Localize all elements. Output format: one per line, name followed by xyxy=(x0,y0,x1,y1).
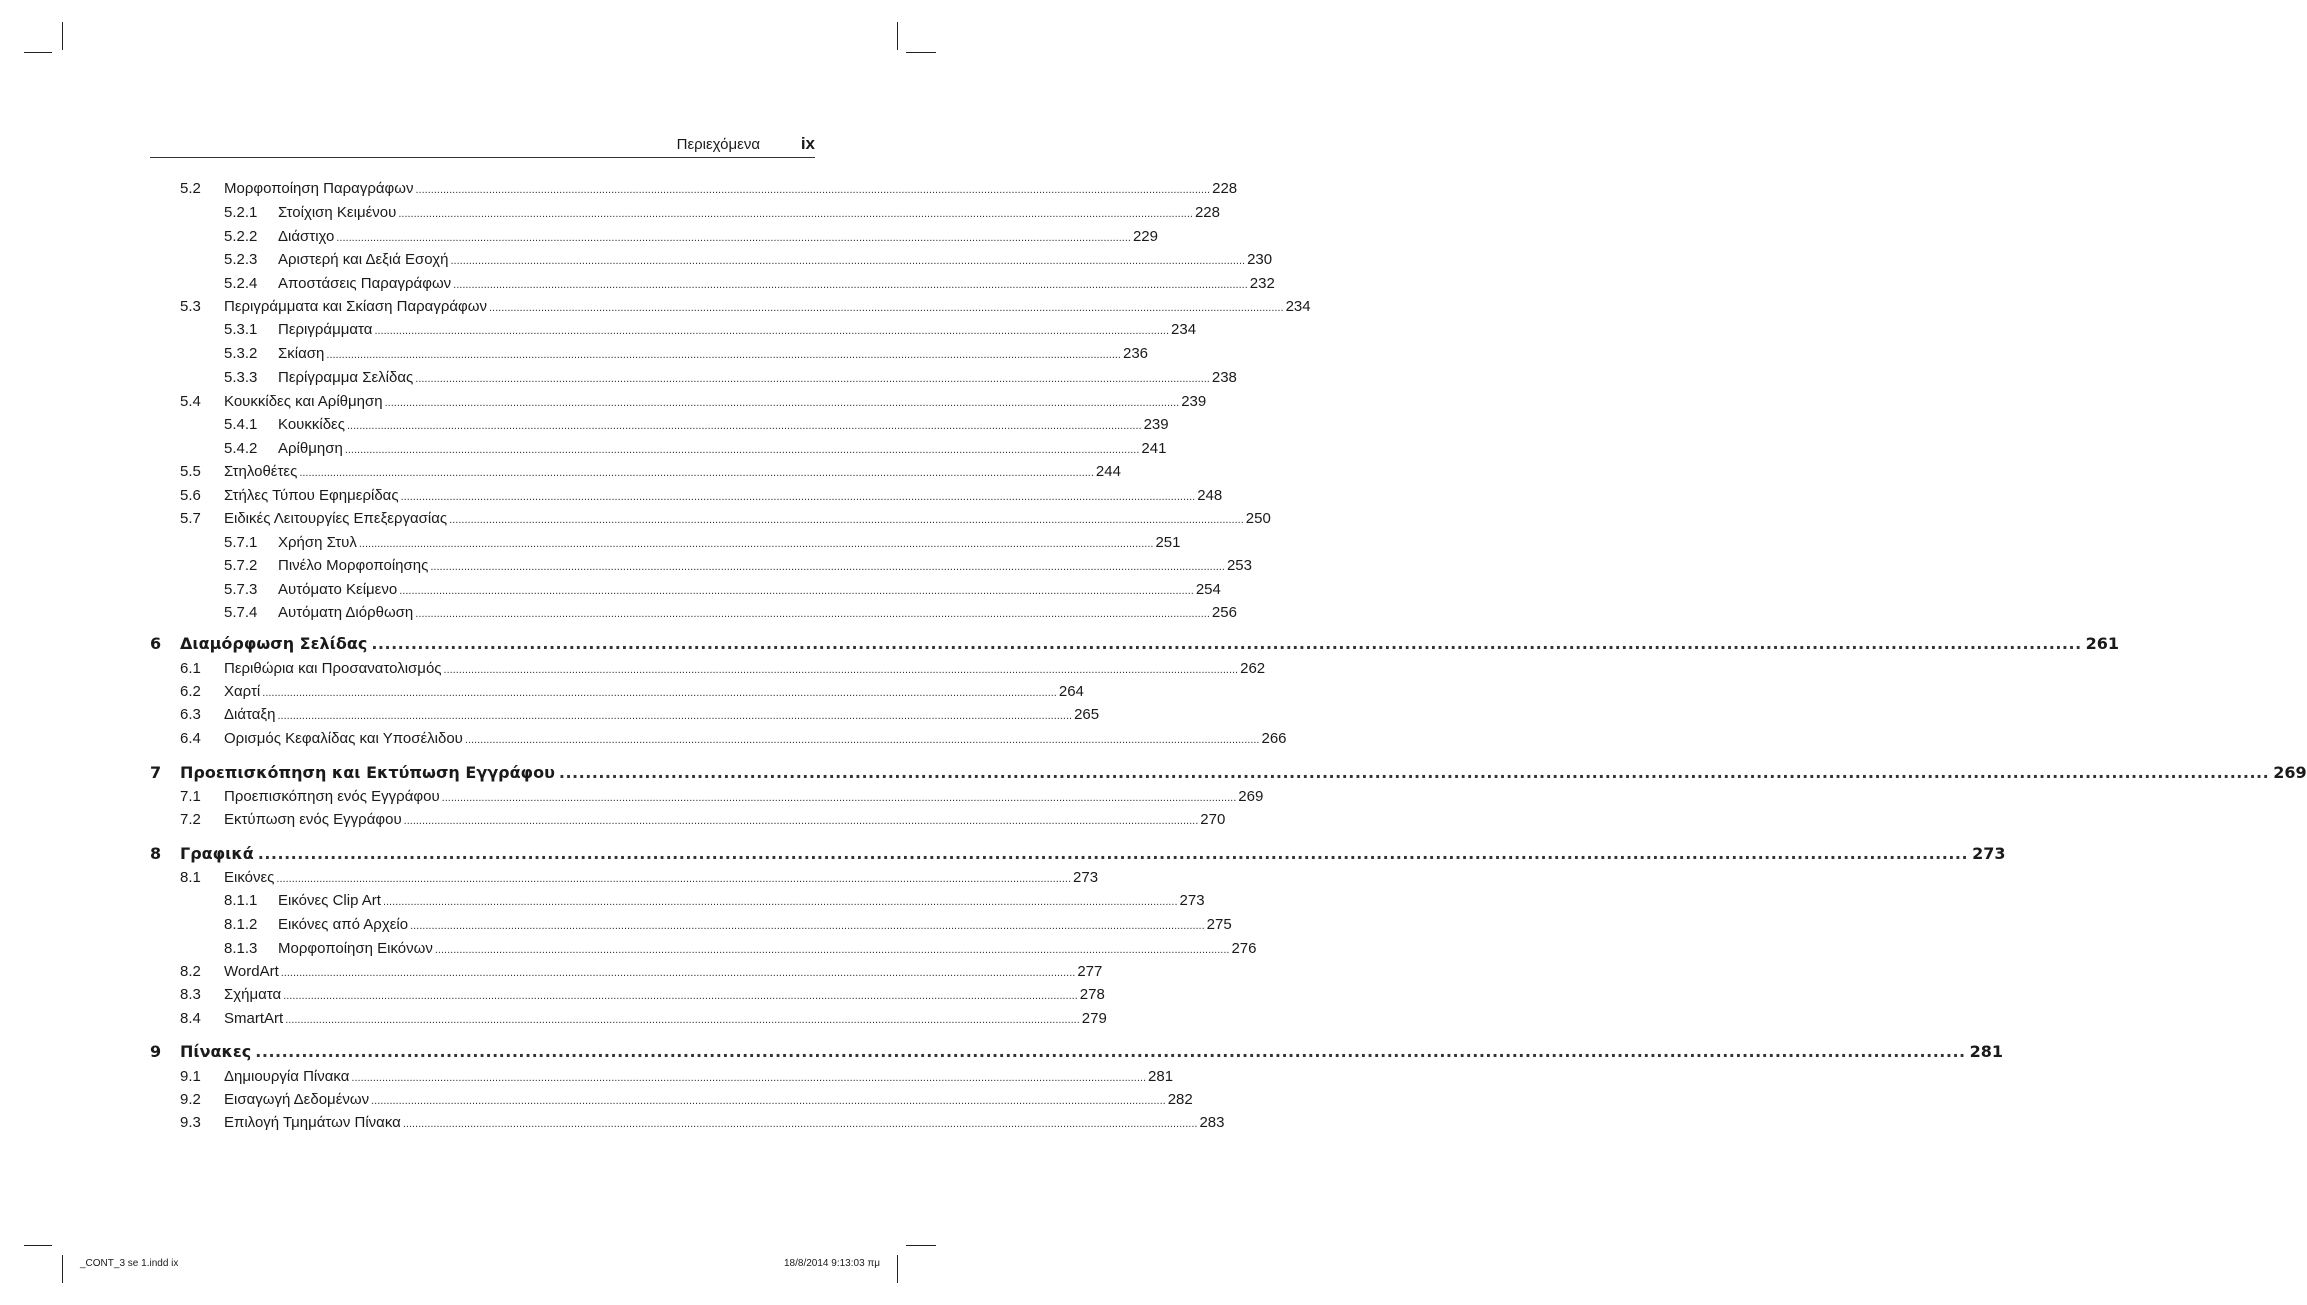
toc-entry[interactable] xyxy=(224,369,1237,386)
toc-entry[interactable] xyxy=(180,487,1223,504)
toc-entry-title: Αυτόματο Κείμενο xyxy=(278,581,398,598)
toc-entry[interactable] xyxy=(224,416,1169,433)
dot-leader: .................................................................................................................................................................................................................................................................... xyxy=(277,710,1073,722)
toc-entry[interactable] xyxy=(180,1010,1107,1027)
toc-entry-page: 254 xyxy=(1195,581,1221,598)
dot-leader: .................................................................................................................................................................................................................................................................... xyxy=(351,1072,1147,1084)
toc-entry[interactable] xyxy=(224,940,1257,957)
toc-entry-title: Σχήματα xyxy=(224,986,282,1003)
toc-entry-page: 279 xyxy=(1081,1010,1107,1027)
toc-entry-page: 239 xyxy=(1143,416,1169,433)
dot-leader: .................................................................................................................................................................................................................................................................... xyxy=(280,967,1076,979)
toc-entry-number: 5.3.3 xyxy=(224,369,258,386)
toc-entry-page: 244 xyxy=(1095,463,1121,480)
running-header-title: Περιεχόμενα xyxy=(676,136,760,153)
toc-entry-page: 269 xyxy=(2273,763,2307,782)
toc-entry-page: 281 xyxy=(1969,1042,2003,1061)
dot-leader: .................................................................................................................................................................................................................................................................... xyxy=(558,763,2270,782)
toc-entry-number: 5.7 xyxy=(180,510,201,527)
toc-chapter-entry[interactable] xyxy=(150,634,2120,653)
toc-entry-page: 273 xyxy=(1179,892,1205,909)
toc-entry[interactable] xyxy=(180,963,1103,980)
toc-entry-number: 5.3.1 xyxy=(224,321,258,338)
toc-entry[interactable] xyxy=(224,534,1181,551)
toc-entry-number: 7.2 xyxy=(180,811,201,828)
toc-entry-number: 6.4 xyxy=(180,730,201,747)
toc-entry-title: Προεπισκόπηση και Εκτύπωση Εγγράφου xyxy=(180,763,555,782)
toc-entry-page: 273 xyxy=(1972,844,2006,863)
toc-entry-number: 7.1 xyxy=(180,788,201,805)
toc-entry-title: Πίνακες xyxy=(180,1042,252,1061)
toc-entry-page: 275 xyxy=(1206,916,1232,933)
toc-entry-title: Εισαγωγή Δεδομένων xyxy=(224,1091,370,1108)
toc-entry-title: Αυτόματη Διόρθωση xyxy=(278,604,414,621)
toc-entry-title: Επιλογή Τμημάτων Πίνακα xyxy=(224,1114,401,1131)
dot-leader: .................................................................................................................................................................................................................................................................... xyxy=(262,687,1057,699)
toc-entry-title: Ειδικές Λειτουργίες Επεξεργασίας xyxy=(224,510,448,527)
dot-leader: .................................................................................................................................................................................................................................................................... xyxy=(488,302,1284,314)
toc-entry-page: 238 xyxy=(1211,369,1237,386)
dot-leader: .................................................................................................................................................................................................................................................................... xyxy=(415,373,1210,385)
toc-entry-page: 232 xyxy=(1249,275,1275,292)
page-number: ix xyxy=(800,134,815,153)
toc-entry[interactable] xyxy=(224,321,1197,338)
dot-leader: .................................................................................................................................................................................................................................................................... xyxy=(400,491,1196,503)
toc-entry-number: 5.7.2 xyxy=(224,557,258,574)
dot-leader: .................................................................................................................................................................................................................................................................... xyxy=(449,514,1244,526)
dot-leader: .................................................................................................................................................................................................................................................................... xyxy=(415,608,1210,620)
toc-entry-page: 278 xyxy=(1079,986,1105,1003)
toc-entry-page: 239 xyxy=(1181,393,1207,410)
toc-entry-page: 276 xyxy=(1231,940,1257,957)
toc-entry-page: 253 xyxy=(1226,557,1252,574)
dot-leader: .................................................................................................................................................................................................................................................................... xyxy=(443,664,1239,676)
toc-chapter-entry[interactable] xyxy=(150,844,2006,863)
toc-entry-page: 277 xyxy=(1077,963,1103,980)
toc-entry-page: 234 xyxy=(1285,298,1311,315)
toc-entry-title: Περιγράμματα και Σκίαση Παραγράφων xyxy=(224,298,487,315)
dot-leader: .................................................................................................................................................................................................................................................................... xyxy=(371,1095,1166,1107)
toc-entry-title: Κουκκίδες xyxy=(278,416,345,433)
toc-entry-number: 5.6 xyxy=(180,487,201,504)
toc-entry-page: 234 xyxy=(1171,321,1197,338)
dot-leader: .................................................................................................................................................................................................................................................................... xyxy=(450,255,1246,267)
toc-entry-title: Διάστιχο xyxy=(278,228,335,245)
toc-entry-title: Σκίαση xyxy=(278,345,325,362)
toc-entry[interactable] xyxy=(224,275,1275,292)
toc-entry-page: 241 xyxy=(1141,440,1167,457)
dot-leader: .................................................................................................................................................................................................................................................................... xyxy=(382,896,1178,908)
toc-entry-number: 8.3 xyxy=(180,986,201,1003)
toc-entry-number: 5.3.2 xyxy=(224,345,258,362)
toc-entry[interactable] xyxy=(224,557,1252,574)
toc-entry-number: 5.4 xyxy=(180,393,201,410)
dot-leader: .................................................................................................................................................................................................................................................................... xyxy=(453,279,1248,291)
toc-entry[interactable] xyxy=(180,660,1266,677)
dot-leader: .................................................................................................................................................................................................................................................................... xyxy=(283,990,1078,1002)
toc-entry-number: 8.1.2 xyxy=(224,916,258,933)
toc-entry-page: 281 xyxy=(1148,1068,1174,1085)
dot-leader: .................................................................................................................................................................................................................................................................... xyxy=(285,1014,1080,1026)
toc-entry-page: 236 xyxy=(1123,345,1149,362)
toc-entry-page: 270 xyxy=(1200,811,1226,828)
toc-entry-number: 5.2.1 xyxy=(224,204,258,221)
toc-entry-title: Εκτύπωση ενός Εγγράφου xyxy=(224,811,402,828)
toc-entry-title: Κουκκίδες και Αρίθμηση xyxy=(224,393,383,410)
toc-entry-page: 266 xyxy=(1261,730,1287,747)
toc-entry[interactable] xyxy=(224,892,1205,909)
dot-leader: .................................................................................................................................................................................................................................................................... xyxy=(344,444,1140,456)
toc-entry-page: 251 xyxy=(1155,534,1181,551)
toc-entry-title: WordArt xyxy=(224,963,279,980)
toc-entry-number: 5.7.4 xyxy=(224,604,258,621)
dot-leader: .................................................................................................................................................................................................................................................................... xyxy=(464,734,1260,746)
toc-entry-number: 5.2.2 xyxy=(224,228,258,245)
toc-entry[interactable] xyxy=(180,730,1287,747)
toc-entry[interactable] xyxy=(224,345,1149,362)
toc-entry[interactable] xyxy=(180,683,1084,700)
toc-entry-number: 8.2 xyxy=(180,963,201,980)
toc-entry-number: 5.3 xyxy=(180,298,201,315)
toc-entry-number: 5.4.2 xyxy=(224,440,258,457)
toc-entry-number: 6.1 xyxy=(180,660,201,677)
dot-leader: .................................................................................................................................................................................................................................................................... xyxy=(430,561,1225,573)
toc-entry-page: 250 xyxy=(1245,510,1271,527)
toc-entry-title: Περιγράμματα xyxy=(278,321,373,338)
toc-entry[interactable] xyxy=(180,463,1121,480)
dot-leader: .................................................................................................................................................................................................................................................................... xyxy=(398,208,1193,220)
toc-entry-title: Στηλοθέτες xyxy=(224,463,298,480)
toc-entry[interactable] xyxy=(180,1068,1174,1085)
toc-entry[interactable] xyxy=(224,204,1220,221)
toc-entry-number: 9 xyxy=(150,1042,162,1061)
toc-entry-title: Προεπισκόπηση ενός Εγγράφου xyxy=(224,788,440,805)
dot-leader: .................................................................................................................................................................................................................................................................... xyxy=(384,397,1180,409)
toc-entry-title: Διάταξη xyxy=(224,706,276,723)
toc-entry-number: 8.4 xyxy=(180,1010,201,1027)
toc-entry-title: Μορφοποίηση Εικόνων xyxy=(278,940,433,957)
toc-entry-page: 283 xyxy=(1199,1114,1225,1131)
toc-entry-page: 269 xyxy=(1238,788,1264,805)
toc-entry[interactable] xyxy=(180,788,1264,805)
toc-entry-title: Περιθώρια και Προσανατολισμός xyxy=(224,660,442,677)
toc-entry[interactable] xyxy=(180,510,1271,527)
dot-leader: .................................................................................................................................................................................................................................................................... xyxy=(299,467,1094,479)
toc-entry-title: Αριστερή και Δεξιά Εσοχή xyxy=(278,251,449,268)
toc-entry[interactable] xyxy=(180,393,1207,410)
slug-datetime: 18/8/2014 9:13:03 πμ xyxy=(784,1258,881,1269)
toc-entry-page: 256 xyxy=(1211,604,1237,621)
toc-entry-number: 7 xyxy=(150,763,162,782)
toc-entry-number: 6 xyxy=(150,634,162,653)
toc-entry-number: 8.1.1 xyxy=(224,892,258,909)
toc-entry-title: Γραφικά xyxy=(180,844,254,863)
toc-entry-title: Πινέλο Μορφοποίησης xyxy=(278,557,429,574)
dot-leader: .................................................................................................................................................................................................................................................................... xyxy=(403,815,1199,827)
dot-leader: .................................................................................................................................................................................................................................................................... xyxy=(410,920,1205,932)
toc-entry-title: Χρήση Στυλ xyxy=(278,534,357,551)
dot-leader: .................................................................................................................................................................................................................................................................... xyxy=(276,873,1072,885)
toc-entry-page: 230 xyxy=(1247,251,1273,268)
toc-entry-title: Στήλες Τύπου Εφημερίδας xyxy=(224,487,399,504)
toc-chapter-entry[interactable] xyxy=(150,1042,2003,1061)
toc-entry-number: 5.7.3 xyxy=(224,581,258,598)
toc-entry-number: 5.2 xyxy=(180,180,201,197)
toc-chapter-entry[interactable] xyxy=(150,763,2307,782)
toc-entry-page: 228 xyxy=(1194,204,1220,221)
toc-entry[interactable] xyxy=(180,986,1105,1003)
toc-entry[interactable] xyxy=(180,706,1100,723)
toc-entry[interactable] xyxy=(224,916,1232,933)
dot-leader: .................................................................................................................................................................................................................................................................... xyxy=(399,585,1194,597)
dot-leader: .................................................................................................................................................................................................................................................................... xyxy=(374,325,1170,337)
toc-entry-title: Δημιουργία Πίνακα xyxy=(224,1068,350,1085)
dot-leader: .................................................................................................................................................................................................................................................................... xyxy=(415,184,1211,196)
toc-entry-number: 5.5 xyxy=(180,463,201,480)
toc-entry-title: Διαμόρφωση Σελίδας xyxy=(180,634,368,653)
toc-entry[interactable] xyxy=(180,1114,1225,1131)
dot-leader: .................................................................................................................................................................................................................................................................... xyxy=(441,792,1237,804)
dot-leader: .................................................................................................................................................................................................................................................................... xyxy=(257,844,1969,863)
dot-leader: .................................................................................................................................................................................................................................................................... xyxy=(358,538,1154,550)
toc-entry-number: 5.2.3 xyxy=(224,251,258,268)
toc-entry-title: Ορισμός Κεφαλίδας και Υποσέλιδου xyxy=(224,730,463,747)
toc-entry-number: 5.4.1 xyxy=(224,416,258,433)
toc-entry-page: 229 xyxy=(1132,228,1158,245)
toc-entry[interactable] xyxy=(180,869,1099,886)
toc-entry-page: 264 xyxy=(1058,683,1084,700)
dot-leader: .................................................................................................................................................................................................................................................................... xyxy=(371,634,2082,653)
toc-entry-number: 8 xyxy=(150,844,162,863)
toc-entry-number: 5.7.1 xyxy=(224,534,258,551)
toc-entry-number: 9.1 xyxy=(180,1068,201,1085)
dot-leader: .................................................................................................................................................................................................................................................................... xyxy=(336,232,1131,244)
dot-leader: .................................................................................................................................................................................................................................................................... xyxy=(326,349,1121,361)
toc-entry-title: SmartArt xyxy=(224,1010,284,1027)
toc-entry[interactable] xyxy=(180,298,1311,315)
toc-entry[interactable] xyxy=(224,581,1221,598)
toc-entry[interactable] xyxy=(180,1091,1193,1108)
dot-leader: .................................................................................................................................................................................................................................................................... xyxy=(255,1042,1966,1061)
dot-leader: .................................................................................................................................................................................................................................................................... xyxy=(346,420,1142,432)
toc-entry-title: Εικόνες από Αρχείο xyxy=(278,916,409,933)
toc-entry[interactable] xyxy=(224,251,1273,268)
toc-entry-number: 9.3 xyxy=(180,1114,201,1131)
toc-entry-title: Χαρτί xyxy=(224,683,261,700)
toc-entry-page: 228 xyxy=(1212,180,1238,197)
toc-entry-page: 248 xyxy=(1197,487,1223,504)
slug-filename: _CONT_3 se 1.indd ix xyxy=(80,1258,179,1269)
toc-entry-title: Μορφοποίηση Παραγράφων xyxy=(224,180,414,197)
toc-entry-page: 265 xyxy=(1074,706,1100,723)
toc-entry[interactable] xyxy=(224,440,1167,457)
toc-entry-title: Εικόνες Clip Art xyxy=(278,892,381,909)
dot-leader: .................................................................................................................................................................................................................................................................... xyxy=(402,1118,1198,1130)
dot-leader: .................................................................................................................................................................................................................................................................... xyxy=(434,944,1230,956)
toc-entry-page: 282 xyxy=(1167,1091,1193,1108)
toc-entry-page: 261 xyxy=(2085,634,2120,653)
toc-entry-page: 262 xyxy=(1240,660,1266,677)
toc-entry-title: Περίγραμμα Σελίδας xyxy=(278,369,414,386)
toc-entry-title: Αποστάσεις Παραγράφων xyxy=(278,275,452,292)
toc-entry-page: 273 xyxy=(1073,869,1099,886)
toc-entry[interactable] xyxy=(224,228,1158,245)
toc-entry-number: 6.2 xyxy=(180,683,201,700)
toc-entry-title: Εικόνες xyxy=(224,869,275,886)
toc-entry-number: 5.2.4 xyxy=(224,275,258,292)
toc-entry-number: 9.2 xyxy=(180,1091,201,1108)
toc-entry-number: 6.3 xyxy=(180,706,201,723)
toc-entry[interactable] xyxy=(180,811,1226,828)
toc-entry-number: 8.1.3 xyxy=(224,940,258,957)
toc-entry[interactable] xyxy=(180,180,1238,197)
toc-entry-title: Αρίθμηση xyxy=(278,440,343,457)
toc-entry-number: 8.1 xyxy=(180,869,201,886)
toc-entry[interactable] xyxy=(224,604,1237,621)
toc-entry-title: Στοίχιση Κειμένου xyxy=(278,204,397,221)
